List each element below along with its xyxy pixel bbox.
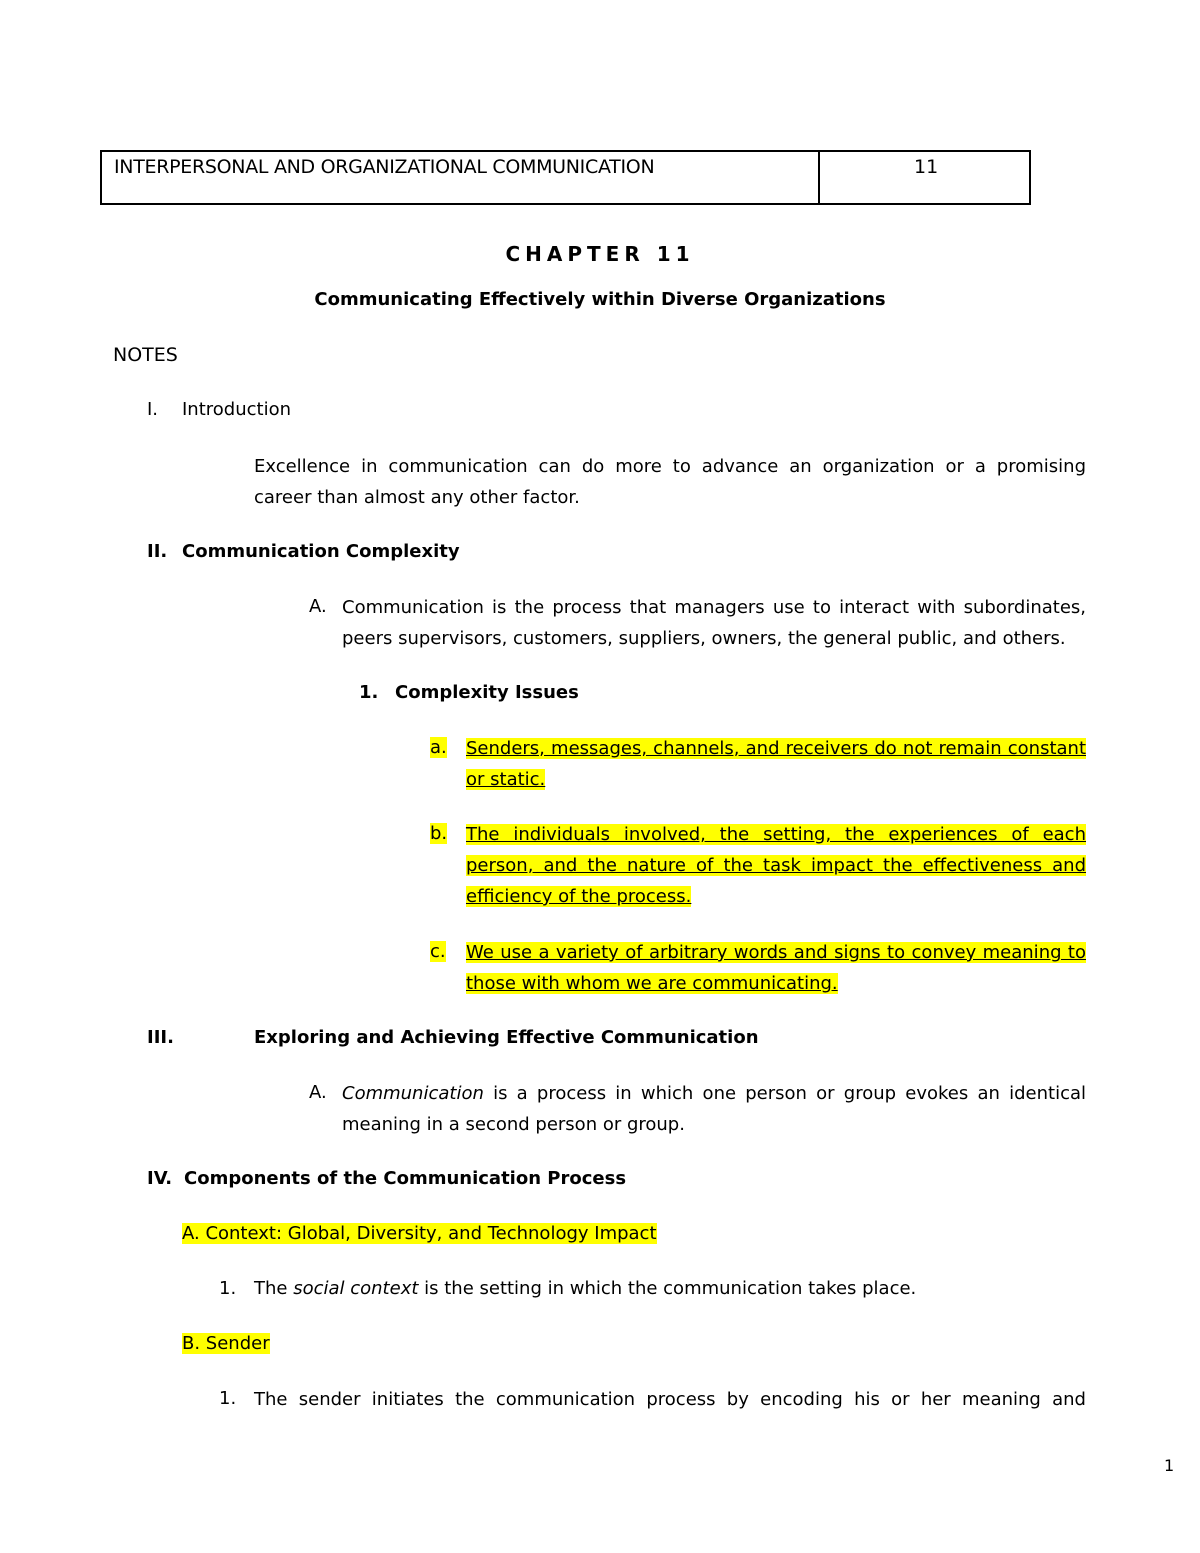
header-table [100,150,1031,205]
chapter-subtitle: Communicating Effectively within Diverse Organizations [314,289,886,310]
header-divider [818,152,820,203]
header-chapter-number: 11 [914,156,939,178]
context-item [254,1278,916,1299]
context-item-number: 1. [219,1278,237,1299]
header-title: INTERPERSONAL AND ORGANIZATIONAL COMMUNICATION [114,156,655,178]
section-3-item-a [342,1078,1086,1140]
section-2-numeral: II. [147,541,168,562]
context-heading: A. Context: Global, Diversity, and Technology Impact [182,1223,657,1244]
point-c-text: We use a variety of arbitrary words and signs to convey meaning to those with whom we are communicating. [466,942,1086,994]
notes-label: NOTES [113,344,178,366]
section-1-numeral: I. [147,399,159,420]
section-4-title: Components of the Communication Process [184,1168,627,1189]
point-b [466,819,1086,912]
section-3-title: Exploring and Achieving Effective Communication [254,1027,759,1048]
sender-item-text: The sender initiates the communication process by encoding his or her meaning and [254,1389,1086,1410]
section-3-item-a-text: is a process in which one person or group evokes an identical meaning in a second person or group. [342,1083,1086,1135]
point-a [466,733,1086,795]
point-c-letter: c. [430,941,446,962]
point-a-letter: a. [430,737,447,758]
context-item-post: is the setting in which the communication takes place. [418,1278,917,1299]
complexity-number: 1. [359,682,379,703]
communication-term: Communication [342,1083,484,1104]
sender-item-number: 1. [219,1388,237,1409]
section-4-numeral: IV. [147,1168,173,1189]
section-3-item-a-letter: A. [309,1082,327,1103]
point-b-text: The individuals involved, the setting, the experiences of each person, and the nature of the task impact the effectiveness and efficiency of the process. [466,824,1086,907]
complexity-title: Complexity Issues [395,682,579,703]
page-number: 1 [1164,1456,1175,1475]
section-1-title: Introduction [182,399,292,420]
social-context-term: social context [293,1278,419,1299]
point-b-letter: b. [430,823,448,844]
section-2-item-a-text: Communication is the process that managers use to interact with subordinates, peers supervisors, customers, suppliers, owners, the general public, and others. [342,597,1086,649]
section-1-body: Excellence in communication can do more to advance an organization or a promising career than almost any other factor. [254,456,1086,508]
point-a-text: Senders, messages, channels, and receivers do not remain constant or static. [466,738,1086,790]
section-2-title: Communication Complexity [182,541,460,562]
chapter-heading: CHAPTER 11 [505,242,695,266]
context-item-pre: The [254,1278,294,1299]
point-c [466,937,1086,999]
section-2-item-a-letter: A. [309,596,327,617]
sender-heading: B. Sender [182,1333,270,1354]
section-3-numeral: III. [147,1027,174,1048]
